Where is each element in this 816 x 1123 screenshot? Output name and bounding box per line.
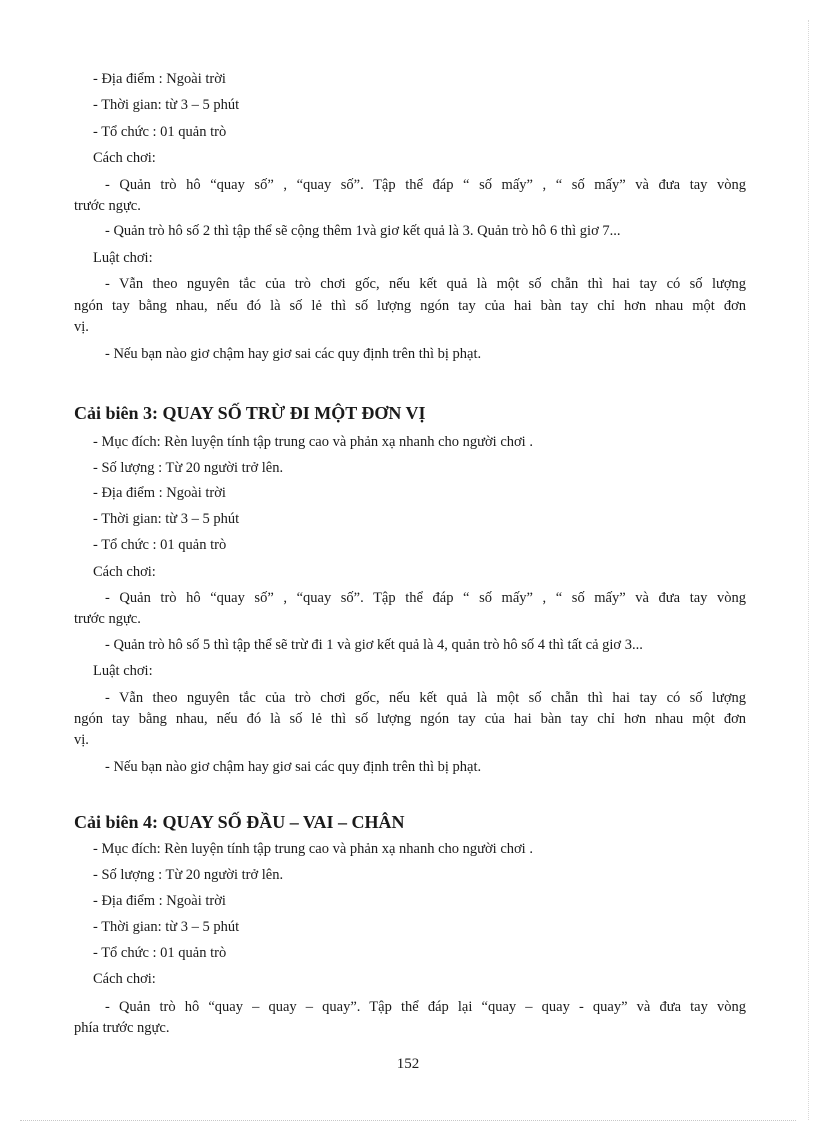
how-to-play-label: Cách chơi: (93, 150, 156, 166)
play-paragraph-line: trước ngực. (74, 611, 141, 627)
how-to-play-label: Cách chơi: (93, 971, 156, 987)
play-paragraph-line: trước ngực. (74, 198, 141, 214)
rules-paragraph-line: - Vẫn theo nguyên tắc của trò chơi gốc, nếu kết quả là một số chẵn thì hai tay có số lượng (105, 276, 746, 292)
rules-paragraph-line: vị. (74, 732, 89, 748)
play-paragraph: - Quản trò hô số 2 thì tập thể sẽ cộng thêm 1và giơ kết quả là 3. Quản trò hô 6 thì giơ 7... (105, 223, 621, 239)
organizer-line: - Tổ chức : 01 quản trò (93, 945, 227, 961)
play-paragraph-line: phía trước ngực. (74, 1020, 170, 1036)
location-line: - Địa điểm : Ngoài trời (93, 71, 226, 87)
how-to-play-label: Cách chơi: (93, 564, 156, 580)
duration-line: - Thời gian: từ 3 – 5 phút (93, 919, 240, 935)
section-heading: Cải biên 4: QUAY SỐ ĐẦU – VAI – CHÂN (74, 812, 405, 832)
play-paragraph: - Quản trò hô số 5 thì tập thể sẽ trừ đi 1 và giơ kết quả là 4, quản trò hô số 4 thì tất cả giơ 3... (105, 637, 643, 653)
participants-line: - Số lượng : Từ 20 người trở lên. (93, 867, 284, 883)
purpose-line: - Mục đích: Rèn luyện tính tập trung cao và phản xạ nhanh cho người chơi . (93, 434, 533, 450)
organizer-line: - Tổ chức : 01 quản trò (93, 537, 227, 553)
penalty-line: - Nếu bạn nào giơ chậm hay giơ sai các quy định trên thì bị phạt. (105, 346, 482, 362)
rules-label: Luật chơi: (93, 663, 153, 679)
participants-line: - Số lượng : Từ 20 người trở lên. (93, 460, 284, 476)
rules-paragraph-line: ngón tay bằng nhau, nếu đó là số lẻ thì số lượng ngón tay của hai bàn tay chỉ hơn nhau một đơn (74, 298, 746, 314)
rules-paragraph-line: - Vẫn theo nguyên tắc của trò chơi gốc, nếu kết quả là một số chẵn thì hai tay có số lượng (105, 690, 746, 706)
organizer-line: - Tổ chức : 01 quản trò (93, 124, 227, 140)
play-paragraph-line: - Quản trò hô “quay số” , “quay số”. Tập thể đáp “ số mấy” , “ số mấy” và đưa tay vòng (105, 590, 746, 606)
rules-label: Luật chơi: (93, 250, 153, 266)
page-number: 152 (396, 1056, 420, 1072)
duration-line: - Thời gian: từ 3 – 5 phút (93, 511, 240, 527)
section-heading: Cải biên 3: QUAY SỐ TRỪ ĐI MỘT ĐƠN VỊ (74, 403, 426, 423)
purpose-line: - Mục đích: Rèn luyện tính tập trung cao và phản xạ nhanh cho người chơi . (93, 841, 533, 857)
play-paragraph-line: - Quản trò hô “quay – quay – quay”. Tập thể đáp lại “quay – quay - quay” và đưa tay vòng (105, 999, 746, 1015)
rules-paragraph-line: ngón tay bằng nhau, nếu đó là số lẻ thì số lượng ngón tay của hai bàn tay chỉ hơn nhau một đơn (74, 711, 746, 727)
penalty-line: - Nếu bạn nào giơ chậm hay giơ sai các quy định trên thì bị phạt. (105, 759, 482, 775)
duration-line: - Thời gian: từ 3 – 5 phút (93, 97, 240, 113)
location-line: - Địa điểm : Ngoài trời (93, 893, 226, 909)
play-paragraph-line: - Quản trò hô “quay số” , “quay số”. Tập thể đáp “ số mấy” , “ số mấy” và đưa tay vòng (105, 177, 746, 193)
page-border-bottom (20, 1120, 796, 1121)
page-border-right (808, 20, 809, 1120)
rules-paragraph-line: vị. (74, 319, 89, 335)
location-line: - Địa điểm : Ngoài trời (93, 485, 226, 501)
